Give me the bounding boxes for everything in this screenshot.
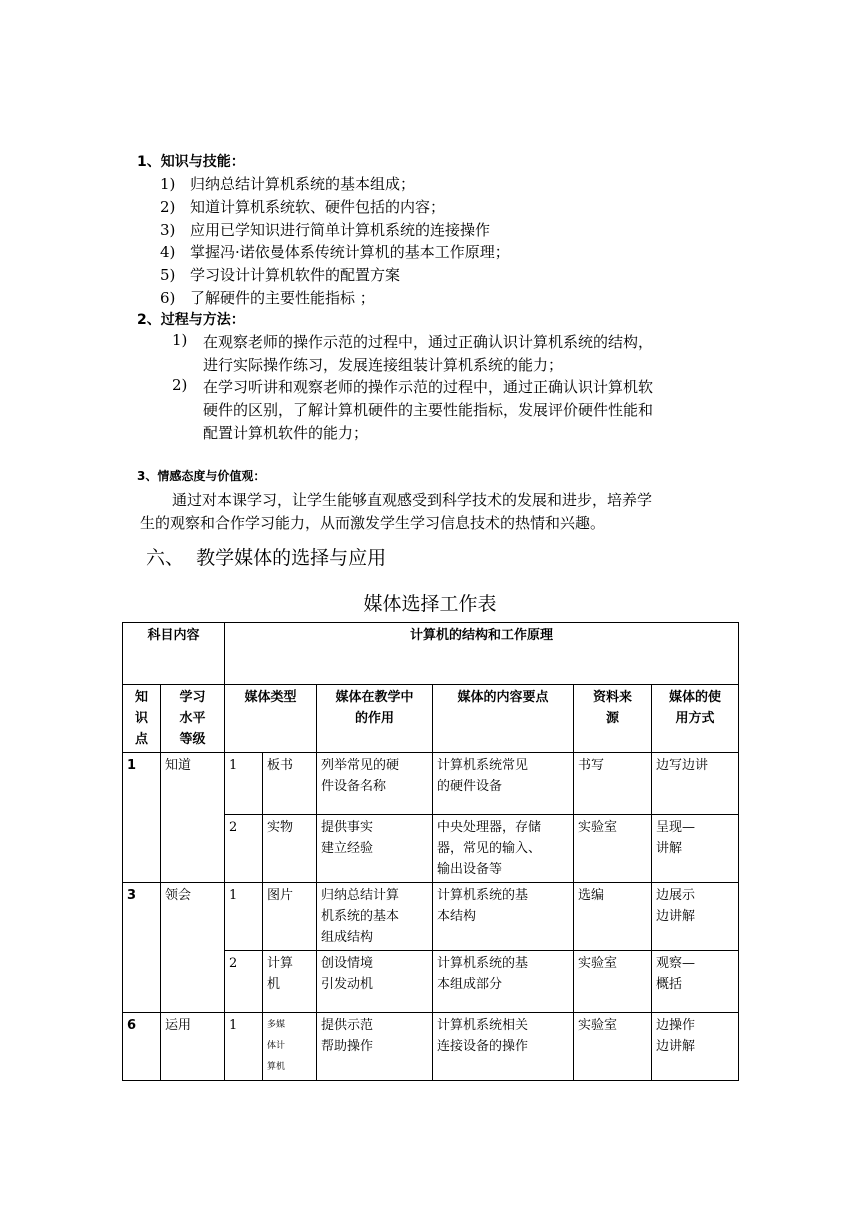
index-cell: 1 — [225, 1013, 263, 1081]
table-row — [123, 883, 739, 951]
role-cell: 创设情境 引发动机 — [317, 951, 433, 1013]
content-cell: 中央处理器，存储 器，常见的输入、 输出设备等 — [433, 815, 574, 883]
content-cell: 计算机系统的基 本结构 — [433, 883, 574, 951]
header-role: 媒体在教学中 的作用 — [317, 685, 433, 753]
knowledge-point-cell: 1 — [123, 753, 161, 883]
subject-label: 科目内容 — [123, 623, 225, 685]
source-cell: 实验室 — [574, 1013, 652, 1081]
index-cell: 1 — [225, 753, 263, 815]
process-item-text: 配置计算机软件的能力； — [203, 424, 369, 442]
table-row — [123, 753, 739, 815]
process-item-text: 在学习听讲和观察老师的操作示范的过程中，通过正确认识计算机软 — [203, 378, 654, 396]
media-selection-table — [122, 622, 739, 1081]
process-item-text: 硬件的区别，了解计算机硬件的主要性能指标，发展评价硬件性能和 — [203, 401, 654, 419]
source-cell: 实验室 — [574, 951, 652, 1013]
knowledge-item: 5) 学习设计计算机软件的配置方案 — [160, 266, 401, 284]
usage-cell: 呈现— 讲解 — [652, 815, 739, 883]
index-cell: 2 — [225, 815, 263, 883]
header-usage: 媒体的使 用方式 — [652, 685, 739, 753]
knowledge-point-cell: 6 — [123, 1013, 161, 1081]
level-cell: 运用 — [161, 1013, 225, 1081]
media-type-cell: 图片 — [263, 883, 317, 951]
attitude-paragraph-line: 生的观察和合作学习能力，从而激发学生学习信息技术的热情和兴趣。 — [140, 514, 606, 532]
usage-cell: 边操作 边讲解 — [652, 1013, 739, 1081]
table-row — [123, 1013, 739, 1081]
process-item-text: 在观察老师的操作示范的过程中，通过正确认识计算机系统的结构， — [203, 333, 654, 351]
knowledge-item: 2) 知道计算机系统软、硬件包括的内容； — [160, 198, 446, 216]
usage-cell: 观察— 概括 — [652, 951, 739, 1013]
content-cell: 计算机系统的基 本组成部分 — [433, 951, 574, 1013]
level-cell: 知道 — [161, 753, 225, 883]
index-cell: 2 — [225, 951, 263, 1013]
role-cell: 列举常见的硬 件设备名称 — [317, 753, 433, 815]
role-cell: 提供事实 建立经验 — [317, 815, 433, 883]
knowledge-heading: 1、知识与技能： — [137, 154, 245, 170]
source-cell: 选编 — [574, 883, 652, 951]
media-type-cell: 板书 — [263, 753, 317, 815]
content-cell: 计算机系统常见 的硬件设备 — [433, 753, 574, 815]
index-cell: 1 — [225, 883, 263, 951]
role-cell: 提供示范 帮助操作 — [317, 1013, 433, 1081]
knowledge-item: 4) 掌握冯·诺依曼体系传统计算机的基本工作原理； — [160, 243, 510, 261]
header-media-type: 媒体类型 — [225, 685, 317, 753]
usage-cell: 边展示 边讲解 — [652, 883, 739, 951]
source-cell: 实验室 — [574, 815, 652, 883]
knowledge-item: 3) 应用已学知识进行简单计算机系统的连接操作 — [160, 221, 491, 239]
process-heading: 2、过程与方法： — [137, 312, 245, 328]
process-item-num: 2) — [172, 376, 188, 394]
usage-cell: 边写边讲 — [652, 753, 739, 815]
attitude-paragraph-line: 通过对本课学习，让学生能够直观感受到科学技术的发展和进步，培养学 — [172, 491, 653, 509]
knowledge-item: 6) 了解硬件的主要性能指标 ； — [160, 289, 375, 307]
attitude-heading: 3、情感态度与价值观： — [137, 469, 266, 483]
header-content: 媒体的内容要点 — [433, 685, 574, 753]
media-type-cell: 实物 — [263, 815, 317, 883]
section-title: 六、 教学媒体的选择与应用 — [146, 547, 387, 569]
level-cell: 领会 — [161, 883, 225, 1013]
process-item-num: 1) — [172, 331, 188, 349]
table-title: 媒体选择工作表 — [363, 593, 497, 615]
content-cell: 计算机系统相关 连接设备的操作 — [433, 1013, 574, 1081]
knowledge-item: 1) 归纳总结计算机系统的基本组成； — [160, 175, 416, 193]
header-level: 学习 水平 等级 — [161, 685, 225, 753]
knowledge-point-cell: 3 — [123, 883, 161, 1013]
process-item-text: 进行实际操作练习，发展连接组装计算机系统的能力； — [203, 356, 564, 374]
header-source: 资料来 源 — [574, 685, 652, 753]
source-cell: 书写 — [574, 753, 652, 815]
role-cell: 归纳总结计算 机系统的基本 组成结构 — [317, 883, 433, 951]
media-type-cell: 计算 机 — [263, 951, 317, 1013]
header-knowledge-point: 知 识 点 — [123, 685, 161, 753]
media-type-cell: 多媒 体计 算机 — [263, 1013, 317, 1081]
subject-value: 计算机的结构和工作原理 — [225, 623, 739, 685]
